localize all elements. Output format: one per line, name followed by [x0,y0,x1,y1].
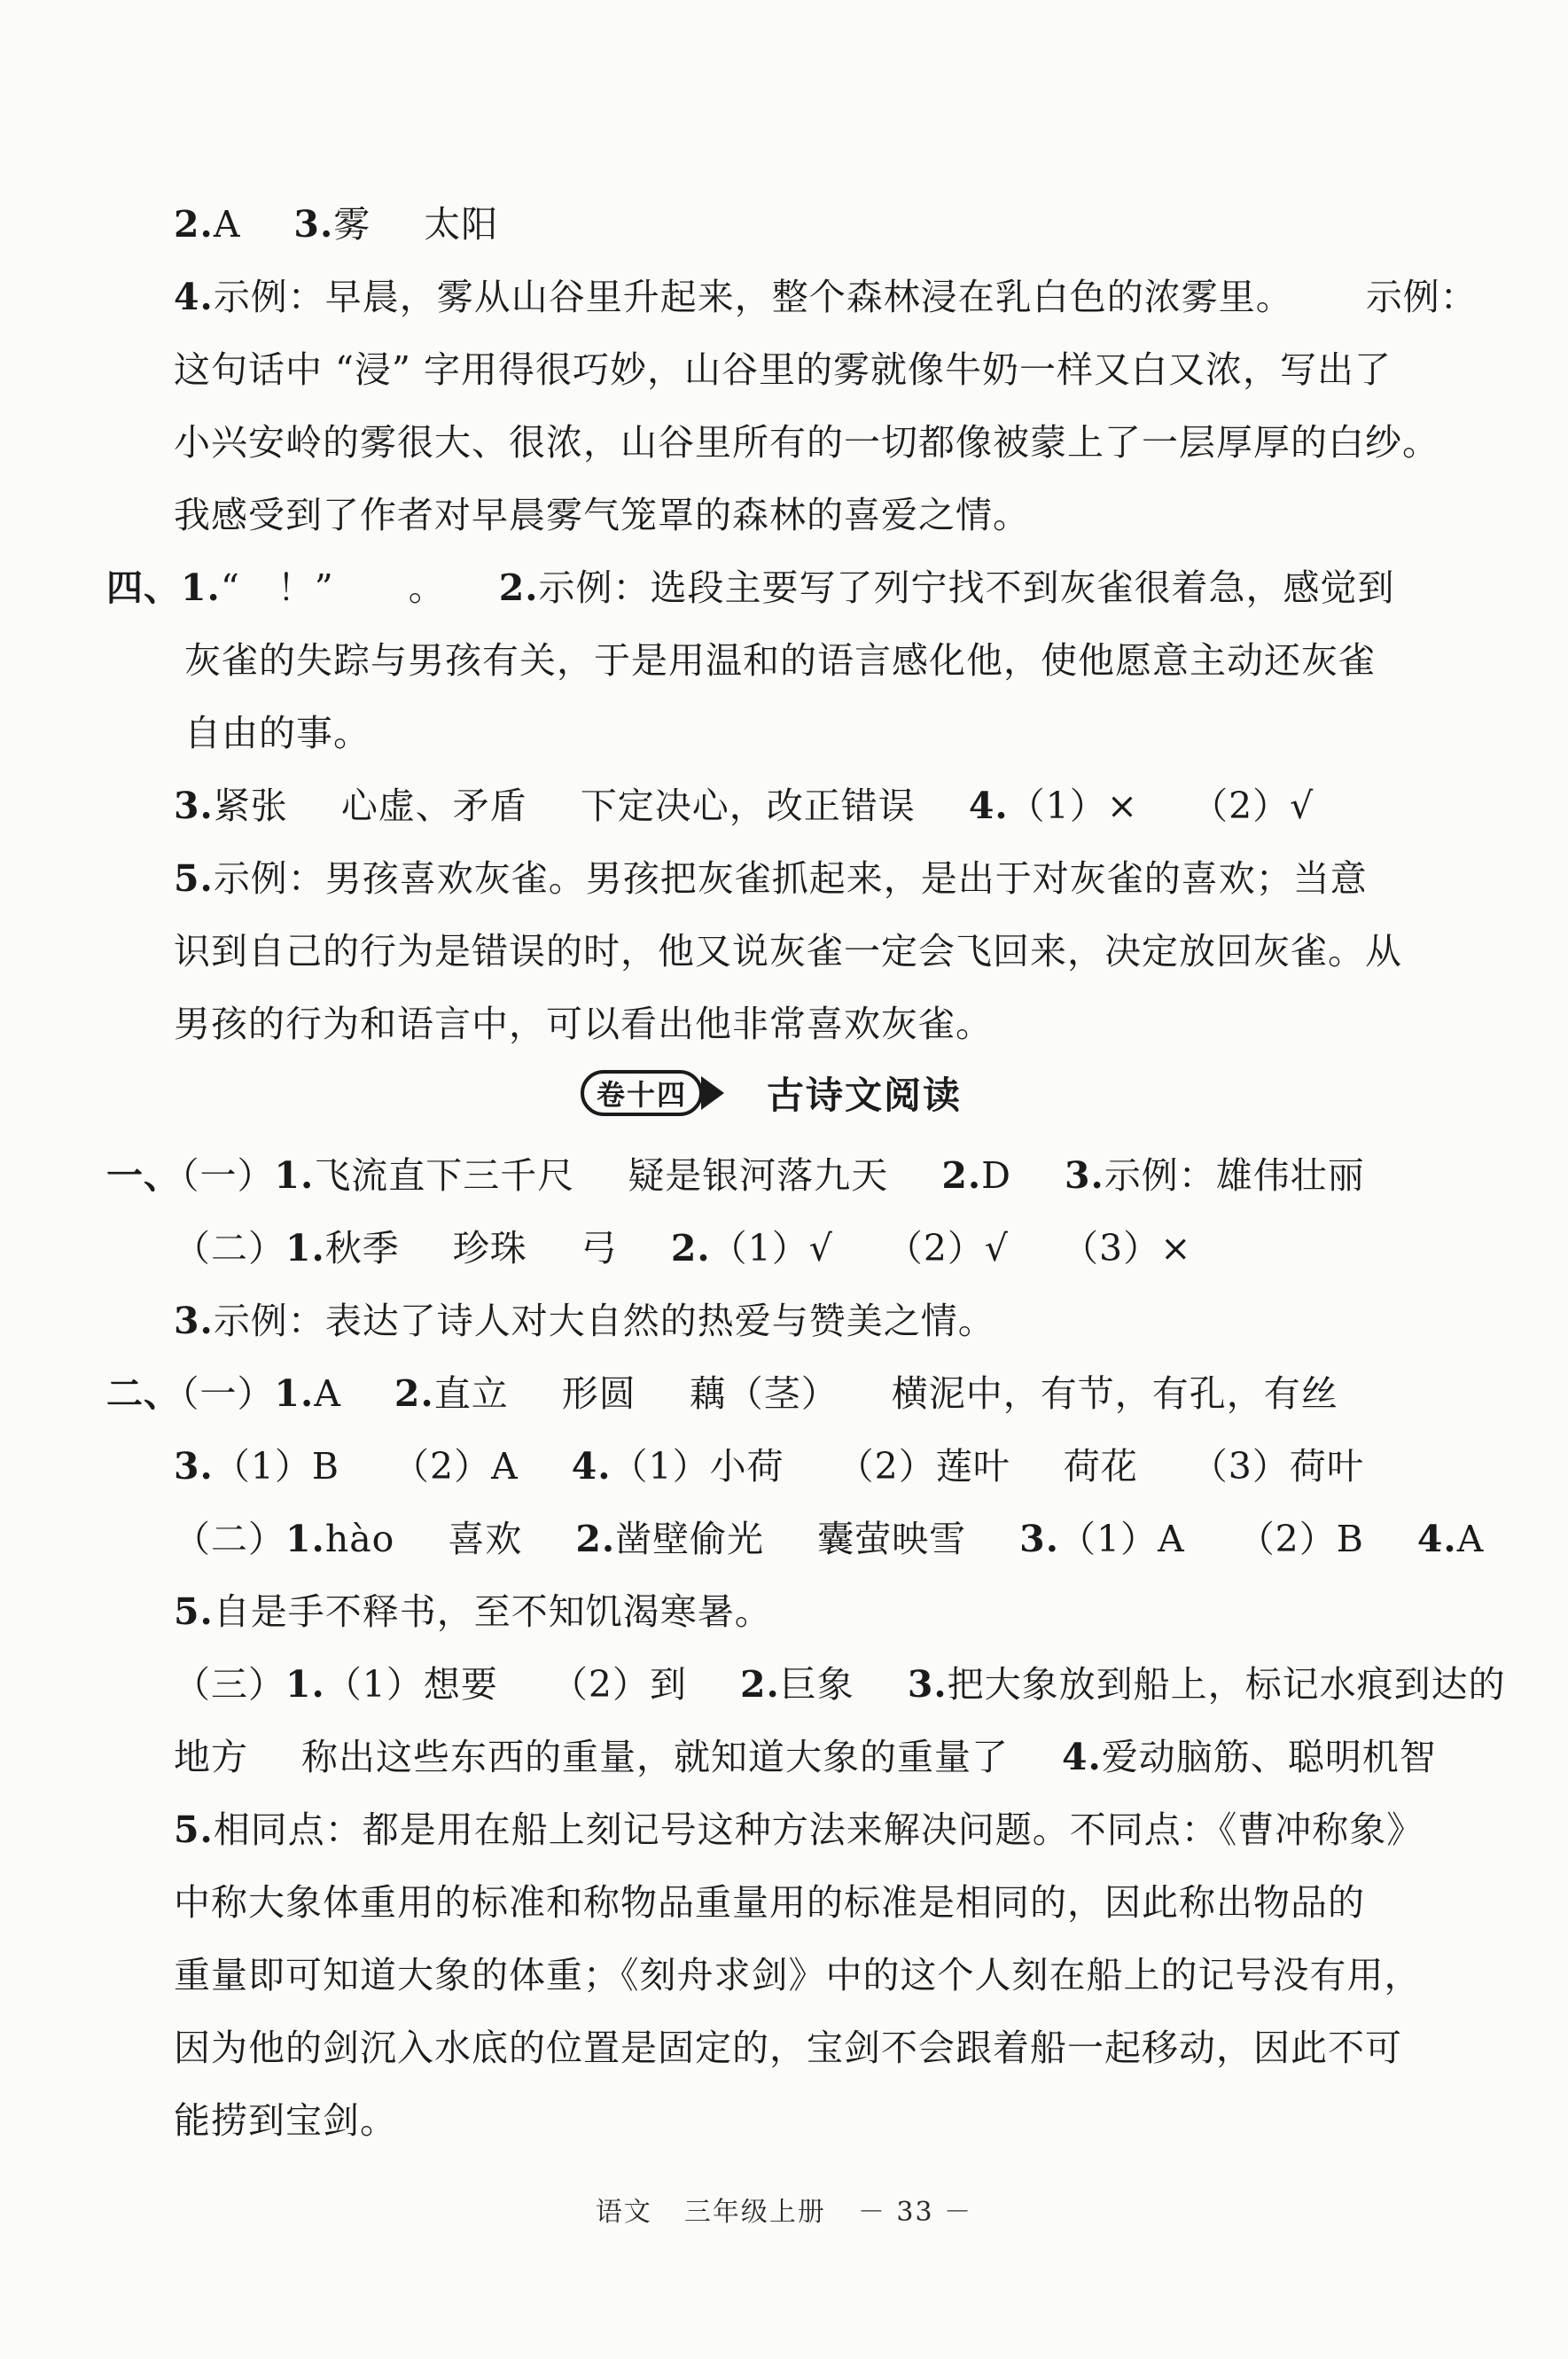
answer-text: （1）想要 [324,1663,498,1706]
answer-line [106,1139,1365,1212]
answer-line [174,1793,1424,1866]
answer-text: 飞流直下三千尺 [314,1154,575,1197]
play-arrow-icon [701,1076,724,1110]
answer-line: 我感受到了作者对早晨雾气笼罩的森林的喜爱之情。 [174,494,1030,536]
answer-text: （2）√ [885,1227,1010,1269]
section-header [581,1062,962,1124]
answer-text: D [981,1154,1011,1197]
part-label: （一） [181,1154,275,1197]
question-number: 5. [174,857,214,900]
answer-line: 因为他的剑沉入水底的位置是固定的，宝剑不会跟着船一起移动，因此不可 [174,2027,1402,2069]
answer-text: hào [324,1518,395,1560]
section-number: 四、 [106,566,181,609]
section-badge: 卷十四 [581,1070,703,1116]
answer-text: 示例：选段主要写了列宁找不到灰雀很着急，感觉到 [538,566,1395,609]
answer-line [174,1648,1506,1721]
question-number: 4. [1416,1518,1457,1560]
question-number: 2. [498,566,539,609]
answer-text: 弓 [580,1227,618,1269]
answer-text: 巨象 [779,1663,854,1706]
answer-line: 这句话中 “浸” 字用得很巧妙，山谷里的雾就像牛奶一样又白又浓，写出了 [174,348,1392,391]
punctuation-answer: “ ！” 。 [220,566,446,609]
question-number: 1. [285,1518,325,1560]
answer-text: 形圆 [561,1372,636,1415]
answer-text: 直立 [433,1372,509,1415]
question-number: 4. [174,276,214,318]
answer-line [174,1285,995,1357]
answer-line [174,1721,1437,1793]
answer-text: 称出这些东西的重量，就知道大象的重量了 [301,1736,1009,1778]
answer-text: 珍珠 [452,1227,527,1269]
answer-text: 示例：男孩喜欢灰雀。男孩把灰雀抓起来，是出于对灰雀的喜欢；当意 [213,857,1368,900]
answer-line [174,1212,1192,1285]
answer-text: 太阳 [424,203,499,246]
answer-line [174,842,1368,915]
question-number: 2. [174,203,214,246]
answer-text: （2）莲叶 [837,1445,1010,1488]
answer-line [106,551,1395,624]
answer-text: 心虚、矛盾 [340,785,527,827]
answer-text: 喜欢 [448,1518,523,1560]
question-number: 2. [740,1663,780,1706]
answer-line: 灰雀的失踪与男孩有关，于是用温和的语言感化他，使他愿意主动还灰雀 [184,639,1376,682]
answer-text: 秋季 [324,1227,400,1269]
question-number: 2. [575,1518,616,1560]
answer-line [174,261,1478,333]
answer-text: 示例：雄伟壮丽 [1104,1154,1365,1197]
answer-text: 雾 [333,203,371,246]
question-number: 3. [293,203,334,246]
answer-text: 横泥中，有节，有孔，有丝 [891,1372,1338,1415]
footer-subject: 语文 [595,2197,652,2228]
answer-line: 小兴安岭的雾很大、很浓，山谷里所有的一切都像被蒙上了一层厚厚的白纱。 [174,421,1439,464]
answer-text: （2）B [1237,1518,1364,1560]
question-number: 5. [174,1590,214,1633]
answer-text: 示例： [1365,276,1478,318]
answer-text: 爱动脑筋、聪明机智 [1101,1736,1437,1778]
question-number: 1. [274,1372,315,1415]
question-number: 4. [1062,1736,1102,1778]
answer-text: 地方 [174,1736,248,1778]
answer-line: 男孩的行为和语言中，可以看出他非常喜欢灰雀。 [174,1003,993,1045]
part-label: （二） [174,1518,285,1560]
part-label: （一） [181,1372,275,1415]
answer-line [174,1503,1484,1575]
question-number: 2. [670,1227,711,1269]
question-number: 2. [941,1154,982,1197]
section-number: 一、 [106,1154,181,1197]
section-number: 二、 [106,1372,181,1415]
answer-text: （1）A [1058,1518,1185,1560]
answer-text: 自是手不释书，至不知饥渴寒暑。 [213,1590,772,1633]
section-title: 古诗文阅读 [767,1074,963,1117]
question-number: 1. [181,566,221,609]
answer-text: （3）× [1062,1227,1192,1269]
question-number: 1. [274,1154,315,1197]
answer-text: （1）B [213,1445,340,1488]
answer-line: 能捞到宝剑。 [174,2099,397,2142]
answer-line [174,1430,1364,1503]
answer-line [174,188,498,261]
answer-text: （3）荷叶 [1190,1445,1364,1488]
answer-text: A [213,203,241,246]
answer-text: （1）√ [710,1227,833,1269]
part-label: （二） [174,1227,285,1269]
question-number: 2. [394,1372,434,1415]
answer-line: 识到自己的行为是错误的时，他又说灰雀一定会飞回来，决定放回灰雀。从 [174,930,1402,973]
question-number: 3. [1019,1518,1059,1560]
answer-text: 荷花 [1063,1445,1138,1488]
answer-text: 下定决心，改正错误 [580,785,916,827]
answer-text: （2）A [393,1445,519,1488]
question-number: 4. [571,1445,612,1488]
question-number: 1. [285,1227,325,1269]
answer-line [174,769,1314,842]
answer-text: （1）× [1008,785,1139,827]
answer-text: （2）√ [1191,785,1314,827]
answer-text: 囊萤映雪 [817,1518,967,1560]
answer-line: 中称大象体重用的标准和称物品重量用的标准是相同的，因此称出物品的 [174,1881,1365,1924]
question-number: 5. [174,1808,214,1851]
answer-text: （1）小荷 [611,1445,784,1488]
answer-text: 疑是银河落九天 [628,1154,889,1197]
answer-text: 紧张 [213,785,288,827]
question-number: 3. [174,1445,214,1488]
question-number: 3. [174,1300,214,1342]
question-number: 4. [968,785,1009,827]
answer-text: 相同点：都是用在船上刻记号这种方法来解决问题。不同点：《曹冲称象》 [213,1808,1424,1851]
answer-text: 凿壁偷光 [615,1518,765,1560]
answer-text: 示例：表达了诗人对大自然的热爱与赞美之情。 [213,1300,995,1342]
answer-text: 把大象放到船上，标记水痕到达的 [947,1663,1506,1706]
answer-text: 示例：早晨，雾从山谷里升起来，整个森林浸在乳白色的浓雾里。 [213,276,1293,318]
footer-grade: 三年级上册 [683,2197,826,2228]
answer-line [106,1357,1338,1430]
part-label: （三） [174,1663,285,1706]
page-footer [0,2190,1568,2229]
answer-line: 重量即可知道大象的体重；《刻舟求剑》中的这个人刻在船上的记号没有用， [174,1954,1422,1996]
question-number: 3. [1065,1154,1104,1197]
question-number: 3. [907,1663,948,1706]
answer-text: A [314,1372,341,1415]
answer-line [174,1575,772,1648]
question-number: 3. [174,785,214,827]
answer-text: （2）到 [550,1663,687,1706]
question-number: 1. [285,1663,325,1706]
answer-text: A [1456,1518,1485,1560]
answer-text: 藕（茎） [689,1372,839,1415]
answer-line: 自由的事。 [184,712,371,754]
page-number: － 33 － [857,2197,973,2228]
